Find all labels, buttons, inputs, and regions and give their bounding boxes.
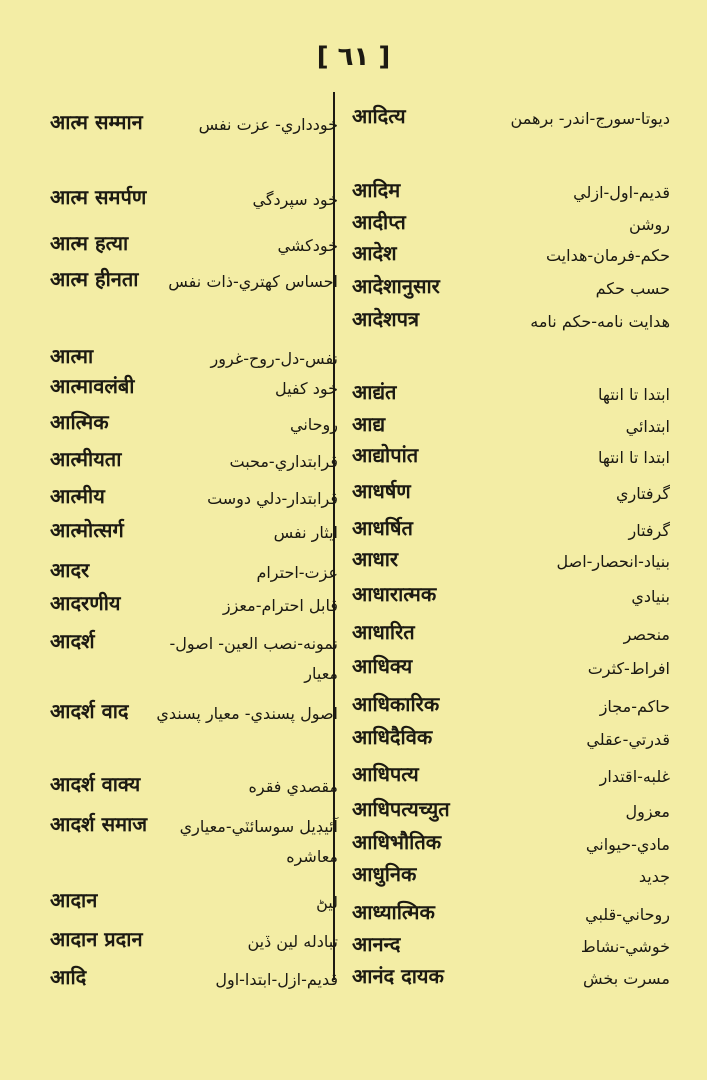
left-column xyxy=(38,0,338,1080)
headword: आत्मीयता xyxy=(50,447,122,471)
meaning: قابل احترام-معزز xyxy=(222,596,338,615)
meaning: ديوتا-سورج-اندر- برهمن xyxy=(510,109,670,128)
meaning: گرفتاري xyxy=(615,484,670,503)
headword: आदर्श वाक्य xyxy=(50,772,141,796)
meaning: عزت-احترام xyxy=(256,563,338,582)
meaning: خوشي-نشاط xyxy=(580,937,670,956)
headword: आदेशानुसार xyxy=(352,274,440,298)
meaning: خود سپردگي xyxy=(252,190,338,209)
headword: आध्यात्मिक xyxy=(352,900,435,924)
headword: आधुनिक xyxy=(352,862,417,886)
headword: आधर्षित xyxy=(352,516,413,540)
headword: आदर्श xyxy=(50,629,95,653)
headword: आनन्द xyxy=(352,932,401,956)
meaning: روشن xyxy=(628,215,670,234)
meaning: قرابتداري-محبت xyxy=(229,452,338,471)
meaning: اصول پسندي- معيار پسندي xyxy=(156,704,338,723)
headword: आधारात्मक xyxy=(352,582,437,606)
meaning: نفس-دل-روح-غرور xyxy=(210,349,338,368)
meaning: جديد xyxy=(638,867,670,886)
meaning: ابتدا تا انتها xyxy=(597,448,670,467)
meaning: قديم-اول-ازلي xyxy=(573,183,670,202)
headword: आदर्श वाद xyxy=(50,699,129,723)
headword: आद्योपांत xyxy=(352,443,419,467)
headword: आत्मोत्सर्ग xyxy=(50,518,124,542)
meaning: مادي-حيواني xyxy=(585,835,670,854)
meaning: ابتدائي xyxy=(625,417,670,436)
meaning: حسب حکم xyxy=(595,279,670,298)
meaning: تبادله لين ڏين xyxy=(247,932,338,951)
headword: आत्म समर्पण xyxy=(50,185,147,209)
headword: आदेशपत्र xyxy=(352,307,420,331)
headword: आधिपत्यच्युत xyxy=(352,797,450,821)
right-column xyxy=(340,0,670,1080)
meaning: معزول xyxy=(625,802,670,821)
headword: आत्मीय xyxy=(50,484,105,508)
headword: आधिदैविक xyxy=(352,725,433,749)
headword: आत्म हीनता xyxy=(50,267,139,291)
meaning: مقصدي فقره xyxy=(248,777,338,796)
headword: आदि xyxy=(50,965,87,989)
meaning: افراط-کثرت xyxy=(587,659,670,678)
headword: आधिक्य xyxy=(352,654,413,678)
meaning: غلبه-اقتدار xyxy=(599,767,670,786)
headword: आदित्य xyxy=(352,104,406,128)
headword: आदर xyxy=(50,558,90,582)
headword: आधर्षण xyxy=(352,479,411,503)
headword: आदर्श समाज xyxy=(50,812,148,836)
meaning: ايثار نفس xyxy=(273,523,338,542)
meaning: بنيادي xyxy=(631,587,670,606)
headword: आदान प्रदान xyxy=(50,927,143,951)
meaning: خودکشي xyxy=(277,236,338,255)
headword: आदिम xyxy=(352,178,401,202)
headword: आदेश xyxy=(352,241,397,265)
headword: आत्मा xyxy=(50,344,94,368)
meaning: گرفتار xyxy=(628,521,670,540)
meaning: حکم-فرمان-هدايت xyxy=(545,246,670,265)
headword: आद्यंत xyxy=(352,380,397,404)
meaning: روحاني xyxy=(289,415,338,434)
meaning: ابتدا تا انتها xyxy=(597,385,670,404)
headword: आदीप्त xyxy=(352,210,406,234)
meaning: روحاني-قلبي xyxy=(585,905,670,924)
meaning: هدايت نامه-حکم نامه xyxy=(530,312,670,331)
headword: आत्मावलंबी xyxy=(50,374,135,398)
headword: आत्म हत्या xyxy=(50,231,129,255)
headword: आधिकारिक xyxy=(352,692,440,716)
meaning: منحصر xyxy=(623,625,670,644)
meaning: احساس کهتري-ذات نفس xyxy=(168,272,338,291)
meaning: حاکم-مجاز xyxy=(599,697,670,716)
meaning: قرابتدار-دلي دوست xyxy=(207,489,338,508)
meaning: بنياد-انحصار-اصل xyxy=(556,552,670,571)
meaning: آئيڊيل سوسائٽي-معياري معاشره xyxy=(179,817,338,866)
page-number: [ ٦١ ] xyxy=(316,42,391,72)
headword: आधारित xyxy=(352,620,415,644)
headword: आत्मिक xyxy=(50,410,109,434)
meaning: قديم-ازل-ابتدا-اول xyxy=(215,970,338,989)
meaning: مسرت بخش xyxy=(583,969,670,988)
headword: आदान xyxy=(50,888,98,912)
headword: आद्य xyxy=(352,412,386,436)
meaning: نمونه-نصب العين- اصول-معيار xyxy=(169,634,338,683)
headword: आनंद दायक xyxy=(352,964,444,988)
meaning: خودداري- عزت نفس xyxy=(198,115,338,134)
meaning: خود کفيل xyxy=(274,379,338,398)
headword: आधिपत्य xyxy=(352,762,419,786)
headword: आधार xyxy=(352,547,399,571)
meaning: ليڻ xyxy=(316,893,338,912)
meaning: قدرتي-عقلي xyxy=(586,730,670,749)
headword: आदरणीय xyxy=(50,591,121,615)
headword: आत्म सम्मान xyxy=(50,110,143,134)
headword: आधिभौतिक xyxy=(352,830,442,854)
